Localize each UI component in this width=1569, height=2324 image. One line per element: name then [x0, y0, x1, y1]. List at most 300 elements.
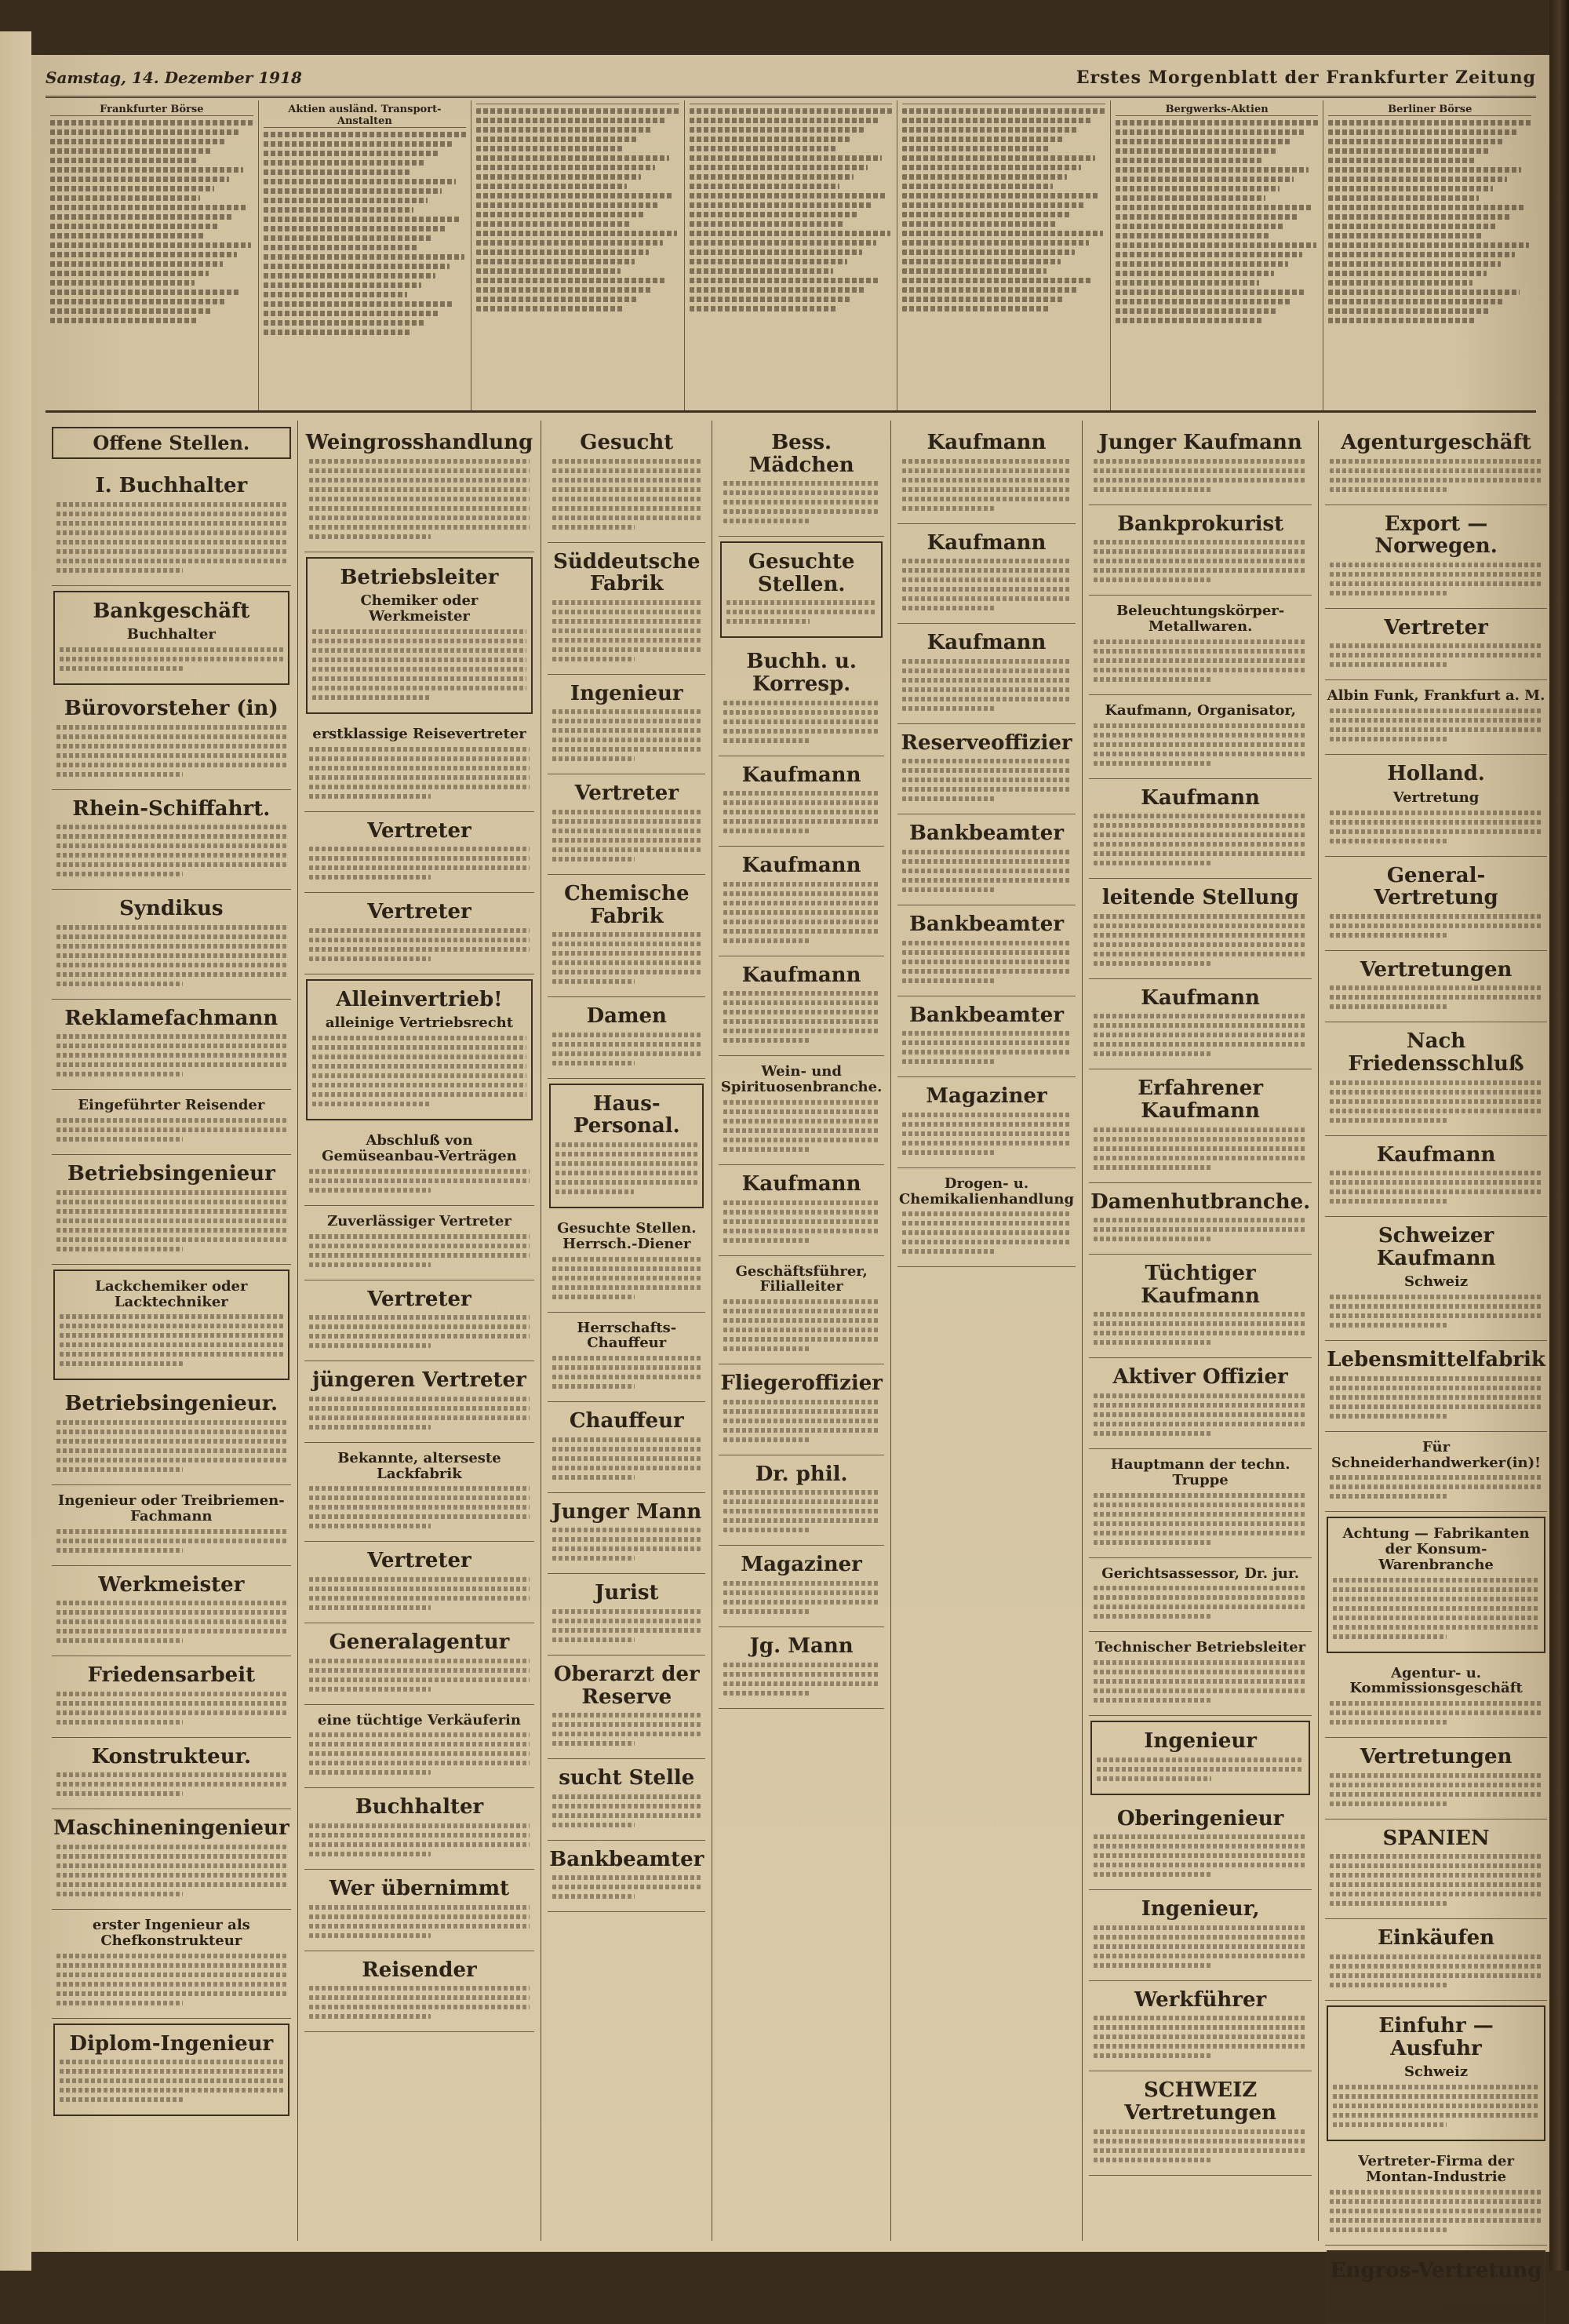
ad-body-line: [723, 929, 879, 934]
ad-subtitle: Chemiker oder Werkmeister: [360, 592, 479, 625]
stock-column: [897, 100, 1111, 410]
ad-body-line: [1094, 823, 1307, 828]
ad-body-line: [723, 710, 879, 715]
ad-body-line: [312, 667, 527, 672]
ad-body-line: [552, 468, 701, 473]
ad-body-line: [552, 719, 701, 723]
ad-body-line: [552, 1537, 701, 1542]
classified-ad: [304, 719, 535, 812]
ad-body-line: [309, 1605, 431, 1610]
ad-title: Kaufmann: [926, 431, 1047, 454]
classified-ad: [1089, 424, 1312, 505]
ad-body-line: [1333, 1587, 1539, 1592]
ad-title: Maschineningenieur: [53, 1816, 289, 1841]
ad-body-line: [1330, 1854, 1542, 1859]
ad-body-line: [552, 857, 634, 861]
ad-subtitle: Vertretung: [1392, 789, 1480, 806]
ad-body-line: [902, 1113, 1071, 1117]
ad-body-line: [552, 829, 701, 833]
ad-body-line: [1330, 923, 1542, 928]
ad-body-line: [309, 515, 530, 520]
ad-body-line: [1330, 708, 1542, 713]
ad-body-line: [1094, 2044, 1307, 2049]
ad-title: Konstrukteur.: [91, 1744, 251, 1768]
ad-title: Reisender: [362, 1958, 477, 1982]
ad-body-line: [56, 1458, 286, 1463]
ad-title: Drogen- u. Chemikalienhandlung: [898, 1175, 1075, 1208]
ad-body-line: [1094, 577, 1211, 582]
classified-ad: [1089, 505, 1312, 596]
ad-title: Agenturgeschäft: [1341, 431, 1531, 454]
ad-body-line: [552, 1794, 701, 1799]
ad-body-line: [902, 1031, 1071, 1036]
ad-body-line: [552, 1637, 634, 1642]
ad-body-line: [312, 695, 431, 700]
ad-body-line: [723, 1600, 879, 1605]
ad-body-line: [309, 1505, 530, 1510]
stock-quote-line: [476, 165, 655, 170]
ad-title: Agentur- u. Kommissionsgeschäft: [1349, 1664, 1523, 1697]
ad-subtitle: alleinige Vertriebsrecht: [325, 1014, 514, 1032]
stock-quote-line: [476, 221, 631, 227]
ad-title: Herrschafts-Chauffeur: [577, 1319, 677, 1352]
stock-quote-line: [476, 127, 650, 133]
ad-body-line: [309, 1514, 530, 1519]
ad-body-line: [1330, 1701, 1542, 1706]
ad-body-line: [56, 1529, 286, 1534]
stock-quote-line: [1116, 177, 1294, 182]
stock-column: [259, 100, 472, 410]
classified-ad: [719, 424, 884, 537]
ad-body-line: [552, 487, 701, 492]
ad-body-line: [902, 859, 1071, 864]
classified-ad: [897, 814, 1076, 905]
stock-quote-line: [264, 320, 426, 326]
ad-body-line: [552, 1885, 701, 1889]
ad-body-line: [1330, 1414, 1447, 1419]
ad-body-line: [552, 1628, 701, 1633]
stock-quote-line: [690, 146, 835, 151]
ad-body-line: [555, 1180, 697, 1185]
stock-quote-line: [264, 282, 422, 288]
classified-ad: [719, 1627, 884, 1709]
ad-body-line: [723, 509, 879, 514]
classified-ad: [52, 1000, 291, 1091]
stock-column: [46, 100, 259, 410]
ad-body-line: [1094, 1521, 1307, 1526]
ad-body-line: [1330, 1892, 1542, 1896]
ad-body-line: [1330, 933, 1447, 938]
ad-body-line: [902, 468, 1071, 473]
ad-body-line: [309, 875, 431, 880]
ad-body-line: [309, 1596, 530, 1601]
ad-title: Ingenieur: [1144, 1729, 1257, 1754]
classified-ad: [1089, 879, 1312, 979]
ad-body-line: [552, 1813, 701, 1818]
ad-body-line: [1330, 643, 1542, 648]
ad-body-line: [56, 734, 286, 739]
stock-quote-line: [476, 174, 640, 180]
ad-body-line: [902, 1150, 996, 1155]
ad-body-line: [723, 1229, 879, 1233]
ad-body-line: [552, 647, 701, 652]
ad-body-line: [552, 1466, 701, 1470]
ad-body-line: [1094, 2158, 1211, 2162]
stock-quote-line: [1116, 242, 1316, 248]
ad-title: Buchh. u. Korresp.: [746, 650, 857, 696]
stock-quote-line: [50, 186, 214, 191]
ad-body-line: [1094, 1165, 1211, 1170]
ad-body-line: [56, 1439, 286, 1444]
ad-body-line: [309, 1687, 431, 1692]
ad-body-line: [1094, 1393, 1307, 1398]
ad-title: Magaziner: [741, 1553, 862, 1577]
ad-body-line: [309, 856, 530, 861]
stock-quote-line: [50, 158, 196, 163]
classified-ad: [304, 1951, 535, 2033]
ad-body-line: [723, 1128, 879, 1133]
stock-quote-line: [50, 167, 243, 173]
classified-ad: [719, 956, 884, 1057]
ad-body-line: [309, 1842, 530, 1847]
stock-quote-line: [476, 240, 663, 246]
ad-body-line: [1094, 2053, 1211, 2058]
ad-body-line: [1330, 1323, 1447, 1328]
ad-body-line: [902, 887, 996, 892]
classified-ad: [719, 1455, 884, 1546]
ad-body-line: [1094, 1954, 1307, 1958]
ad-body-line: [309, 1586, 530, 1591]
ad-body-line: [1330, 1494, 1447, 1499]
ad-body-line: [1094, 1321, 1307, 1326]
stock-quote-line: [902, 174, 1066, 180]
stock-quote-line: [50, 233, 205, 239]
ad-title: Ingenieur,: [1141, 1897, 1260, 1921]
ad-body-line: [56, 1118, 286, 1123]
stock-quote-line: [902, 297, 1065, 302]
ad-body-line: [309, 2014, 431, 2019]
ad-body-line: [723, 1346, 810, 1351]
stock-quote-line: [476, 193, 673, 199]
ad-title: Aktiver Offizier: [1112, 1365, 1288, 1390]
ad-body-line: [56, 1619, 286, 1624]
ad-body-line: [60, 2078, 283, 2083]
ad-body-line: [56, 1710, 286, 1715]
stock-quote-line: [690, 297, 852, 302]
ad-body-line: [60, 2060, 283, 2064]
ad-body-line: [552, 600, 701, 605]
stock-quote-line: [50, 308, 213, 314]
stock-quote-line: [902, 193, 1099, 199]
stock-quote-line: [1116, 120, 1319, 126]
ad-title: Kaufmann: [1141, 785, 1260, 810]
classified-ad: [549, 1084, 704, 1208]
ad-body-line: [56, 1954, 286, 1958]
ad-body-line: [56, 1991, 286, 1996]
ad-body-line: [309, 747, 530, 752]
ad-body-line: [1094, 1340, 1211, 1345]
ad-title: Kaufmann: [741, 763, 861, 787]
stock-column-heading: Frankfurter Börse: [50, 104, 253, 116]
ad-title: Bankbeamter: [908, 821, 1065, 846]
ad-body-line: [723, 1419, 879, 1423]
newspaper-page: [31, 55, 1549, 2282]
stock-quote-line: [902, 146, 1048, 151]
ad-body-line: [723, 800, 879, 805]
ad-body-line: [1330, 2209, 1542, 2213]
ad-title: Einfuhr — Ausfuhr: [1378, 2014, 1494, 2060]
classified-ad: [548, 1493, 705, 1575]
ad-body-line: [1330, 1801, 1447, 1806]
ad-body-line: [902, 1230, 1071, 1235]
stock-quote-line: [1116, 214, 1298, 220]
ad-body-line: [723, 1238, 810, 1243]
ad-title: General-Vertretung: [1374, 863, 1498, 910]
ad-body-line: [1094, 1156, 1307, 1160]
ad-body-line: [552, 1456, 701, 1461]
ad-body-line: [723, 1409, 879, 1414]
stock-quote-line: [902, 108, 1105, 114]
ad-body-line: [1094, 1512, 1307, 1517]
ad-body-line: [723, 938, 810, 943]
ad-title: Engros-Vertretung: [1330, 2258, 1542, 2282]
ad-body-line: [309, 1178, 530, 1183]
ad-title: Werkführer: [1134, 1987, 1267, 2012]
stock-quote-line: [1328, 252, 1515, 257]
stock-quote-line: [1116, 261, 1288, 267]
stock-quote-line: [902, 212, 1071, 217]
ad-body-line: [723, 1437, 810, 1442]
stock-quote-line: [50, 261, 223, 267]
ad-title: Gesucht: [580, 431, 674, 454]
classified-ad: [1089, 695, 1312, 779]
ad-body-line: [56, 568, 183, 573]
stock-quote-line: [902, 250, 1075, 255]
ad-body-line: [552, 610, 701, 614]
ad-body-line: [1330, 1180, 1542, 1185]
ad-body-line: [902, 978, 996, 983]
ad-body-line: [1094, 1412, 1307, 1417]
classified-ad: [897, 424, 1076, 524]
ad-body-line: [552, 756, 634, 761]
ad-body-line: [309, 928, 530, 933]
ad-body-line: [1333, 2296, 1539, 2300]
ad-title: Zuverlässiger Vertreter: [327, 1212, 511, 1229]
classified-ad: [304, 1870, 535, 1951]
ad-body-line: [552, 1722, 701, 1727]
stock-quote-line: [1116, 271, 1274, 276]
ad-body-line: [1094, 842, 1307, 847]
ad-body-line: [1094, 1540, 1211, 1545]
ad-body-line: [56, 1772, 286, 1777]
ad-body-line: [309, 487, 530, 492]
ad-body-line: [723, 1100, 879, 1105]
ad-body-line: [309, 794, 431, 799]
ad-body-line: [309, 1524, 431, 1528]
ad-body-line: [1330, 810, 1542, 815]
classified-ad: [1325, 609, 1547, 681]
ad-title: sucht Stelle: [559, 1766, 695, 1790]
ad-body-line: [552, 1033, 701, 1037]
stock-quote-line: [1328, 177, 1507, 182]
ad-body-line: [56, 1548, 183, 1553]
ad-body-line: [1330, 1773, 1542, 1778]
stock-quote-line: [1116, 186, 1280, 191]
ad-body-line: [552, 819, 701, 824]
ad-body-line: [552, 1365, 701, 1370]
ad-body-line: [723, 1147, 810, 1152]
ad-body-line: [1094, 814, 1307, 818]
stock-quote-line: [1328, 280, 1473, 286]
ad-body-line: [1094, 1422, 1307, 1426]
ad-body-line: [723, 1029, 879, 1033]
ad-body-line: [902, 478, 1071, 483]
ad-body-line: [60, 657, 283, 661]
ad-body-line: [60, 1361, 183, 1366]
ad-body-line: [1330, 1395, 1542, 1400]
ad-body-line: [56, 1430, 286, 1434]
classified-ad: [548, 997, 705, 1079]
ad-title: Tüchtiger Kaufmann: [1141, 1262, 1260, 1308]
stock-quote-line: [1116, 252, 1302, 257]
classified-ad: [548, 1841, 705, 1913]
ad-body-line: [1094, 1853, 1307, 1858]
ad-body-line: [309, 1262, 431, 1267]
stock-quote-line: [1328, 224, 1497, 229]
ad-body-line: [309, 1677, 530, 1682]
ad-body-line: [902, 697, 1071, 701]
classified-ad: [897, 1168, 1076, 1268]
ad-title: Lackchemiker oder Lacktechniker: [95, 1277, 248, 1310]
ad-body-line: [309, 766, 530, 770]
ad-title: SCHWEIZ Vertretungen: [1124, 2078, 1276, 2125]
ad-body-line: [312, 648, 527, 653]
ad-body-line: [723, 891, 879, 896]
ad-body-line: [902, 1221, 1071, 1226]
ad-body-line: [1333, 1625, 1539, 1630]
ad-body-line: [902, 568, 1071, 573]
classified-ad: [52, 1155, 291, 1265]
stock-quote-line: [50, 139, 224, 144]
ad-body-line: [723, 1119, 879, 1124]
ad-body-line: [1094, 2129, 1307, 2134]
stock-quote-line: [690, 184, 839, 189]
ad-body-line: [1094, 2148, 1307, 2153]
ad-body-line: [723, 1663, 879, 1667]
ad-body-line: [309, 1324, 530, 1329]
stock-quote-line: [902, 287, 1079, 293]
stock-quote-line: [50, 318, 198, 323]
ad-body-line: [1333, 2104, 1539, 2108]
ad-subtitle: Schweiz: [1404, 2064, 1469, 2081]
ad-body-line: [726, 600, 876, 605]
stock-quote-line: [1116, 290, 1306, 295]
ad-body-line: [723, 1337, 879, 1342]
stock-quote-line: [1328, 205, 1525, 210]
ad-body-line: [723, 1428, 879, 1433]
classified-ad: [548, 1402, 705, 1493]
ad-body-line: [902, 487, 1071, 492]
ad-title: Vertreter: [367, 900, 471, 924]
ad-body-line: [56, 521, 286, 526]
ad-body-line: [309, 1415, 530, 1420]
ad-body-line: [902, 659, 1071, 664]
stock-quote-line: [476, 259, 635, 264]
ad-body-line: [723, 519, 810, 523]
ad-body-line: [56, 1247, 183, 1251]
ad-body-line: [309, 459, 530, 464]
ad-body-line: [552, 951, 701, 956]
ad-body-line: [1094, 639, 1307, 644]
ad-body-line: [552, 506, 701, 511]
stock-quote-line: [1116, 224, 1284, 229]
ad-body-line: [1094, 942, 1307, 947]
ad-body-line: [1330, 1295, 1542, 1299]
classified-ad: [52, 1809, 291, 1910]
ad-body-line: [552, 1741, 634, 1746]
stock-quote-line: [476, 297, 639, 302]
ad-body-line: [1094, 1431, 1211, 1436]
classified-ad: [304, 424, 535, 552]
ad-body-line: [723, 1318, 879, 1323]
ad-body-line: [723, 1681, 879, 1686]
stock-quote-line: [1116, 299, 1292, 304]
stock-quote-line: [50, 177, 229, 182]
ad-body-line: [309, 1914, 530, 1919]
ad-body-line: [56, 1127, 286, 1132]
ad-title: Jurist: [595, 1581, 659, 1605]
classified-ad: [897, 996, 1076, 1078]
stock-quote-line: [902, 127, 1076, 133]
ad-body-line: [1094, 1014, 1307, 1018]
ad-body-line: [1094, 952, 1307, 956]
stock-quote-line: [50, 299, 227, 304]
ad-body-line: [309, 1334, 530, 1339]
stock-quote-line: [1328, 120, 1531, 126]
ad-body-line: [60, 2088, 283, 2093]
ad-title: Kaufmann: [741, 854, 861, 878]
classified-ad: [548, 1759, 705, 1841]
ad-body-line: [56, 972, 286, 977]
ad-body-line: [902, 778, 1071, 782]
stock-quote-line: [50, 214, 233, 220]
stock-quote-line: [902, 137, 1062, 142]
ad-body-line: [309, 1577, 530, 1582]
ad-body-line: [309, 1852, 431, 1856]
ad-body-line: [723, 1299, 879, 1304]
ad-body-line: [1330, 1484, 1542, 1489]
ad-body-line: [56, 1062, 286, 1067]
classified-ad: [719, 1165, 884, 1256]
ad-body-line: [902, 1059, 996, 1064]
ad-title: Kaufmann, Organisator,: [1105, 701, 1296, 719]
ad-body-line: [56, 1963, 286, 1968]
ad-body-line: [60, 666, 183, 671]
classified-ad: [548, 774, 705, 875]
ad-body-line: [312, 1055, 527, 1059]
ad-title: Kaufmann: [926, 631, 1047, 655]
ad-body-line: [56, 982, 183, 986]
stock-quote-line: [1328, 242, 1529, 248]
ad-body-line: [1094, 540, 1307, 545]
ad-body-line: [56, 1053, 286, 1058]
ad-body-line: [309, 1905, 530, 1910]
ad-title: Betriebsleiter: [340, 565, 499, 589]
ad-body-line: [312, 629, 527, 634]
classified-ad: [1089, 1069, 1312, 1182]
ad-body-line: [56, 559, 286, 563]
ad-body-line: [309, 1188, 431, 1193]
